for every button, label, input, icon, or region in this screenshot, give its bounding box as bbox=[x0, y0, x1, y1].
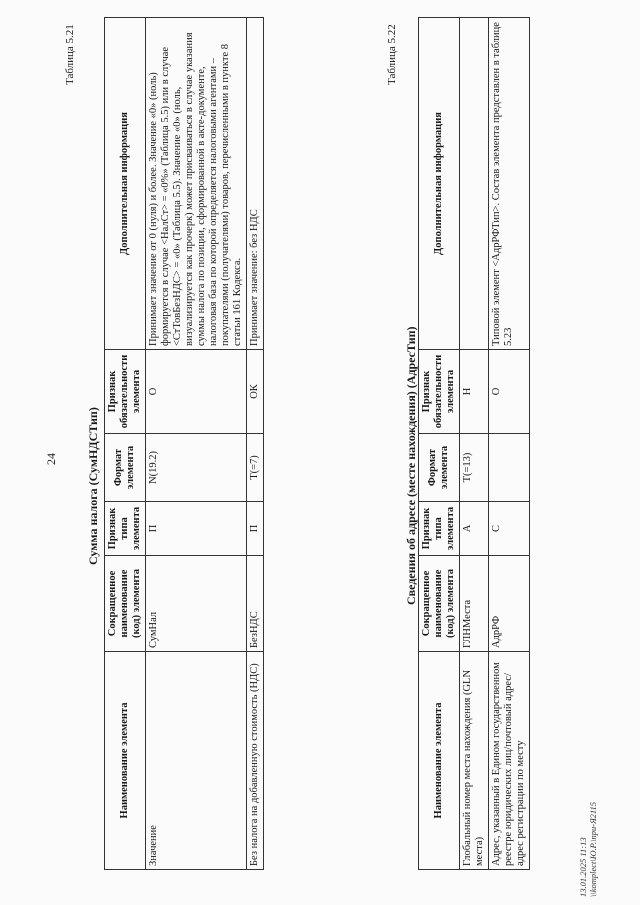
table-header-row bbox=[105, 18, 146, 870]
cell-format: T(=13) bbox=[460, 434, 489, 502]
header-cell: Признак типа элемента bbox=[419, 502, 460, 556]
cell-code: БезНДС bbox=[247, 556, 264, 652]
header-cell: Дополнительная информация bbox=[419, 18, 460, 350]
page-number: 24 bbox=[44, 453, 58, 465]
cell-req: О bbox=[146, 350, 247, 434]
cell-name: Значение bbox=[146, 652, 247, 870]
table-caption-5-21: Сумма налога (СумНДСТип) bbox=[86, 407, 100, 565]
header-cell: Формат элемента bbox=[105, 434, 146, 502]
cell-code: АдрРФ bbox=[489, 556, 530, 652]
cell-name: Адрес, указанный в Едином государственном реестре юридических лиц/почтовый адрес/адрес регистрации по месту bbox=[489, 652, 530, 870]
cell-info: Принимает значение от 0 (нуля) и более. Значение «0» (ноль) формируется в случае <НалСт> = «0%» (Таблица 5.5) или в случае <СтТовБезНДС> = «0» (Таблица 5.5). Значение «0» (ноль, визуализируется как прочерк) может присваиваться в случае указания суммы налога по позиции, сформированной в акте-документе, налоговая база по которой определяется налоговыми агентами – покупателями (получателями) товаров, перечисленными в пункте 8 статьи 161 Кодекса. bbox=[146, 18, 247, 350]
table-number-5-21: Таблица 5.21 bbox=[64, 24, 76, 85]
header-cell: Наименование элемента bbox=[419, 652, 460, 870]
table-number-5-22: Таблица 5.22 bbox=[386, 24, 398, 85]
header-cell: Наименование элемента bbox=[105, 652, 146, 870]
cell-req: Н bbox=[460, 350, 489, 434]
footer-timestamp: 13.01.2025 11:13 bbox=[578, 837, 588, 897]
header-cell: Формат элемента bbox=[419, 434, 460, 502]
table-row bbox=[146, 18, 247, 870]
cell-format: T(=7) bbox=[247, 434, 264, 502]
cell-req: ОК bbox=[247, 350, 264, 434]
header-cell: Признак обязательности элемента bbox=[419, 350, 460, 434]
cell-info: Принимает значение: без НДС bbox=[247, 18, 264, 350]
print-footer bbox=[578, 802, 598, 897]
header-cell: Сокращенное наименование (код) элемента bbox=[419, 556, 460, 652]
cell-code: СумНал bbox=[146, 556, 247, 652]
table-row bbox=[489, 18, 530, 870]
cell-code: ГЛНМеста bbox=[460, 556, 489, 652]
cell-type: А bbox=[460, 502, 489, 556]
table-5-21 bbox=[104, 17, 264, 870]
cell-format bbox=[489, 434, 530, 502]
table-header-row bbox=[419, 18, 460, 870]
header-cell: Признак обязательности элемента bbox=[105, 350, 146, 434]
cell-info bbox=[460, 18, 489, 350]
footer-path: \\komplect\Ю.Р.\при-Я2115 bbox=[588, 801, 598, 897]
table-row bbox=[247, 18, 264, 870]
table-row bbox=[460, 18, 489, 870]
cell-req: О bbox=[489, 350, 530, 434]
cell-format: N(19.2) bbox=[146, 434, 247, 502]
cell-type: П bbox=[146, 502, 247, 556]
cell-info: Типовой элемент <АдрРФТип>. Состав элемента представлен в таблице 5.23 bbox=[489, 18, 530, 350]
header-cell: Дополнительная информация bbox=[105, 18, 146, 350]
table-caption-5-22: Сведения об адресе (месте нахождения) (АдресТип) bbox=[404, 326, 418, 605]
header-cell: Признак типа элемента bbox=[105, 502, 146, 556]
cell-name: Без налога на добавленную стоимость (НДС) bbox=[247, 652, 264, 870]
table-5-22 bbox=[418, 17, 530, 870]
cell-name: Глобальный номер места нахождения (GLN места) bbox=[460, 652, 489, 870]
cell-type: П bbox=[247, 502, 264, 556]
header-cell: Сокращенное наименование (код) элемента bbox=[105, 556, 146, 652]
cell-type: С bbox=[489, 502, 530, 556]
